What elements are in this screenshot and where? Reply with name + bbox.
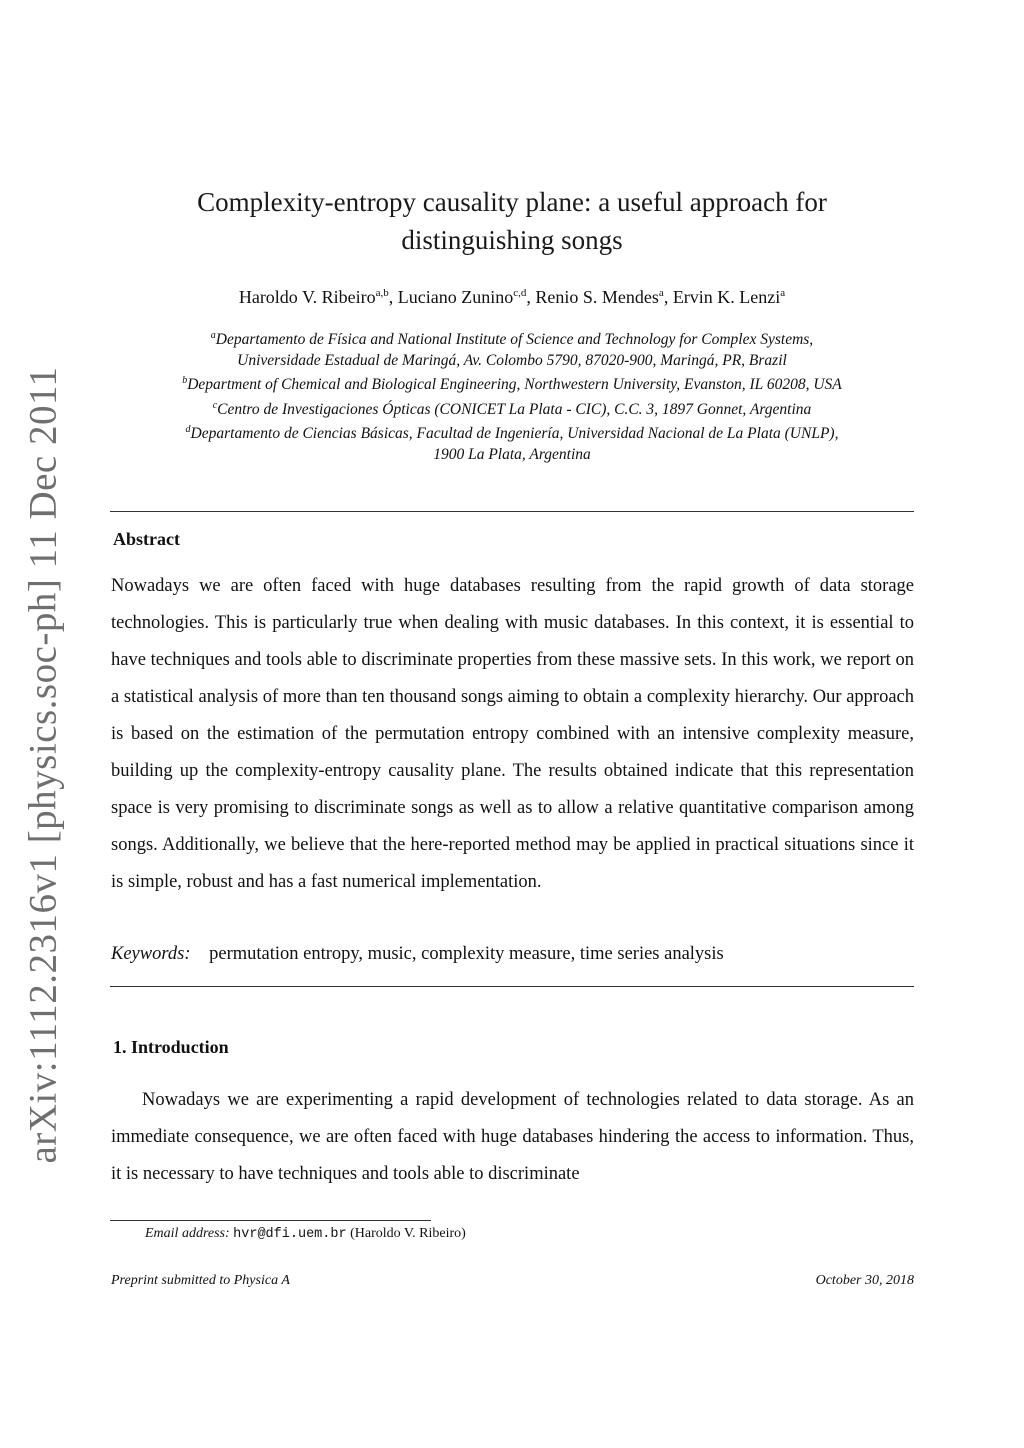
preprint-date: October 30, 2018	[815, 1273, 914, 1288]
preprint-note: Preprint submitted to Physica A	[111, 1273, 290, 1288]
abstract-bottom-rule	[110, 986, 914, 987]
author-affil-mark: a,b	[375, 287, 389, 299]
author-name: Renio S. Mendes	[535, 287, 659, 307]
introduction-body	[111, 1082, 914, 1193]
affil-text: Centro de Investigaciones Ópticas (CONICET La Plata - CIC), C.C. 3, 1897 Gonnet, Argentina	[217, 400, 812, 418]
affiliation-b	[110, 371, 914, 396]
title-line-1: Complexity-entropy causality plane: a useful approach for	[197, 187, 827, 217]
affiliation-d-cont: 1900 La Plata, Argentina	[433, 446, 591, 464]
abstract-heading: Abstract	[113, 529, 180, 549]
affil-mark: a	[210, 330, 216, 341]
affiliation-c	[110, 396, 914, 421]
affil-mark: d	[185, 424, 191, 436]
affil-mark: c	[212, 399, 218, 411]
affiliation-a	[110, 326, 914, 351]
abstract-body	[111, 568, 914, 901]
abstract-text: Nowadays we are often faced with huge databases resulting from the rapid growth of data storage technologies. This is particularly true when dealing with music databases. In this context, it is essential to have techniques and tools able to discriminate properties from these massive sets. In this work, we report on a statistical analysis of more than ten thousand songs aiming to obtain a complexity hierarchy. Our approach is based on the estimation of the permutation entropy combined with an intensive complexity measure, building up the complexity-entropy causality plane. The results obtained indicate that this representation space is very promising to discriminate songs as well as to allow a relative quantitative comparison among songs. Additionally, we believe that the here-reported method may be applied in practical situations since it is simple, robust and has a fast numerical implementation.	[111, 576, 914, 892]
section-heading-introduction: 1. Introduction	[113, 1037, 229, 1057]
author-name: Ervin K. Lenzi	[672, 287, 781, 307]
arxiv-stamp: arXiv:1112.2316v1 [physics.soc-ph] 11 Dec 2011	[21, 366, 65, 1164]
keywords	[111, 944, 724, 965]
affiliation-d	[110, 420, 914, 445]
affil-text: Departamento de Ciencias Básicas, Facultad de Ingeniería, Universidad Nacional de La Plata (UNLP),	[190, 425, 839, 443]
footnote-label: Email address:	[145, 1226, 230, 1241]
author-name: Luciano Zunino	[397, 287, 514, 307]
email-link[interactable]: hvr@dfi.uem.br	[233, 1227, 347, 1242]
abstract-top-rule	[110, 511, 914, 512]
affil-text: Departamento de Física and National Institute of Science and Technology for Complex Systems,	[215, 331, 814, 349]
paper-title	[110, 183, 914, 259]
author-name: Haroldo V. Ribeiro	[238, 287, 376, 307]
author-list: Haroldo V. Ribeiro$^{a,b}$, Luciano Zunino$^{c,d}$, Renio S. Mendes$^a$, Ervin K. Lenzi$^a$	[238, 287, 786, 307]
keywords-value: permutation entropy, music, complexity measure, time series analysis	[209, 944, 724, 964]
affil-mark: b	[182, 375, 188, 387]
affiliation-a-cont: Universidade Estadual de Maringá, Av. Colombo 5790, 87020-900, Maringá, PR, Brazil	[237, 351, 787, 369]
introduction-text: Nowadays we are experimenting a rapid development of technologies related to data storage. As an immediate consequence, we are often faced with huge databases hindering the access to information. Thus, it is necessary to have techniques and tools able to discriminate	[111, 1090, 914, 1184]
keywords-label: Keywords:	[111, 944, 191, 964]
author-affil-mark: a	[780, 287, 786, 299]
title-line-2: distinguishing songs	[401, 225, 623, 255]
affil-text: Department of Chemical and Biological Engineering, Northwestern University, Evanston, IL 60208, USA	[187, 376, 842, 394]
footnote-person: (Haroldo V. Ribeiro)	[350, 1226, 466, 1241]
footnote-rule	[110, 1220, 431, 1221]
author-affil-mark: a	[658, 287, 664, 299]
author-affil-mark: c,d	[513, 287, 527, 299]
footnote	[145, 1226, 466, 1242]
affiliations	[110, 326, 914, 466]
